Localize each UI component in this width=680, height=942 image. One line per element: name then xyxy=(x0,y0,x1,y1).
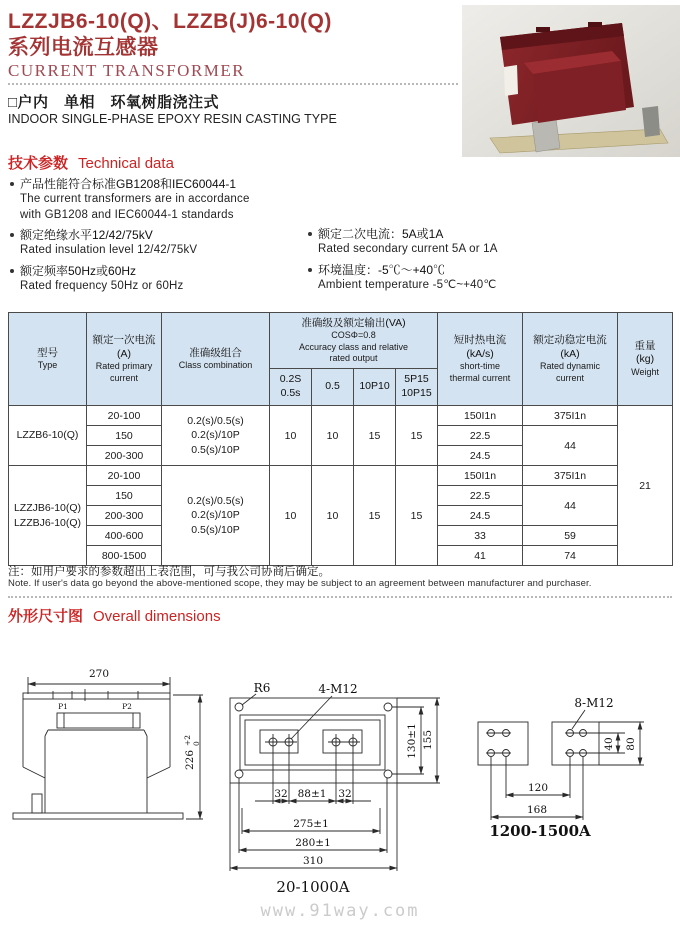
cell-dynamic: 59 xyxy=(523,526,618,546)
item-en: Rated secondary current 5A or 1A xyxy=(318,243,498,256)
list-item xyxy=(306,226,571,258)
front-view-drawing xyxy=(13,668,203,819)
dim-280: 280±1 xyxy=(295,837,331,849)
item-en: The current transformers are in accordance xyxy=(20,193,250,206)
photo-clamp-left xyxy=(532,119,560,152)
cell-thermal: 41 xyxy=(438,546,523,566)
col-header-thermal-current: 短时热电流 (kA/s) short-time thermal current xyxy=(438,313,523,406)
col-header-class-combination: 准确级组合 Class combination xyxy=(162,313,270,406)
bullet-icon xyxy=(10,182,14,186)
col-header-type: 型号 Type xyxy=(9,313,87,406)
item-zh: 额定频率50Hz或60Hz xyxy=(20,263,137,278)
cell-accuracy: 15 xyxy=(354,466,396,566)
cell-primary: 150 xyxy=(87,426,162,446)
bullet-icon xyxy=(308,232,312,236)
note-zh: 注：如用户要求的参数超出上表范围，可与我公司协商后确定。 xyxy=(8,566,330,578)
heading-en: Technical data xyxy=(78,155,174,172)
item-en: Ambient temperature -5℃~+40℃ xyxy=(318,278,497,291)
subcol-05: 0.5 xyxy=(312,369,354,406)
dotted-divider xyxy=(8,596,672,598)
front-terminal-p2: P2 xyxy=(122,702,132,711)
cell-thermal: 150I1n xyxy=(438,466,523,486)
page-title-line1: LZZJB6-10(Q)、LZZB(J)6-10(Q) xyxy=(8,10,332,33)
item-zh: 额定绝缘水平12/42/75kV xyxy=(20,228,153,243)
cell-primary: 200-300 xyxy=(87,446,162,466)
item-en: Rated insulation level 12/42/75kV xyxy=(20,244,198,257)
cell-accuracy: 10 xyxy=(270,466,312,566)
bullet-icon xyxy=(10,269,14,273)
cell-accuracy: 15 xyxy=(354,406,396,466)
holes-label-8m12: 8-M12 xyxy=(574,696,614,710)
col-header-primary-current: 额定一次电流 (A) Rated primary current xyxy=(87,313,162,406)
top-inner-height-dim: 130±1 xyxy=(406,723,418,759)
front-height-dim: 226 xyxy=(184,749,196,771)
photo-terminal-detail-1 xyxy=(536,27,550,32)
cell-type: LZZB6-10(Q) xyxy=(9,406,87,466)
cell-accuracy: 15 xyxy=(396,406,438,466)
product-type-line-en: INDOOR SINGLE-PHASE EPOXY RESIN CASTING TYPE xyxy=(8,112,337,126)
bullet-icon xyxy=(308,268,312,272)
cell-thermal: 150I1n xyxy=(438,406,523,426)
bullet-icon xyxy=(10,233,14,237)
cell-accuracy: 10 xyxy=(270,406,312,466)
caption-20-1000a: 20-1000A xyxy=(276,878,350,896)
subtitle-english: CURRENT TRANSFORMER xyxy=(8,61,246,80)
product-photo xyxy=(462,5,680,157)
cell-thermal: 22.5 xyxy=(438,426,523,446)
cell-dynamic: 375I1n xyxy=(523,466,618,486)
dim-168: 168 xyxy=(526,804,548,816)
col-header-weight: 重量 (kg) Weight xyxy=(618,313,673,406)
dotted-divider xyxy=(8,83,458,85)
col-header-accuracy-group: 准确级及额定输出(VA) COSΦ=0.8 Accuracy class and relative rated output xyxy=(270,313,438,369)
photo-clamp-right xyxy=(642,106,660,137)
dim-40: 40 xyxy=(603,737,615,751)
holes-label-4m12: 4-M12 xyxy=(318,682,358,696)
item-zh: 产品性能符合标准GB1208和IEC60044-1 xyxy=(20,177,237,191)
col-header-dynamic-current: 额定动稳定电流 (kA) Rated dynamic current xyxy=(523,313,618,406)
cell-primary: 400-600 xyxy=(87,526,162,546)
cell-class-combination: 0.2(s)/0.5(s) 0.2(s)/10P 0.5(s)/10P xyxy=(162,466,270,566)
corner-radius-label: R6 xyxy=(253,681,271,695)
overall-dimensions-heading xyxy=(8,605,221,626)
top-outer-height-dim: 155 xyxy=(422,729,434,751)
list-item xyxy=(8,227,306,259)
cell-primary: 200-300 xyxy=(87,506,162,526)
item-zh: 额定二次电流：5A或1A xyxy=(318,227,444,241)
list-item xyxy=(306,262,571,294)
technical-data-heading xyxy=(8,152,174,173)
cell-accuracy: 15 xyxy=(396,466,438,566)
cell-thermal: 22.5 xyxy=(438,486,523,506)
cell-primary: 20-100 xyxy=(87,406,162,426)
photo-label-patch xyxy=(504,65,518,96)
subcol-02s: 0.2S 0.5s xyxy=(270,369,312,406)
heading-en: Overall dimensions xyxy=(93,608,221,625)
subcol-5p15: 5P15 10P15 xyxy=(396,369,438,406)
dim-32-left: 32 xyxy=(274,788,288,800)
photo-terminal-detail-2 xyxy=(588,22,602,27)
heading-zh: 外形尺寸图 xyxy=(8,608,84,625)
list-item xyxy=(8,263,306,295)
technical-list-left xyxy=(8,176,306,299)
front-height-tol-upper: +2 xyxy=(183,734,192,746)
note-en: Note. If user's data go beyond the above-mentioned scope, they may be subject to an agreement between manufacturer and purchaser. xyxy=(8,578,592,589)
cell-accuracy: 10 xyxy=(312,406,354,466)
cell-dynamic: 44 xyxy=(523,426,618,466)
watermark: www.91way.com xyxy=(260,901,420,921)
terminal-plates-drawing xyxy=(478,696,644,840)
cell-thermal: 24.5 xyxy=(438,446,523,466)
top-view-drawing xyxy=(230,681,440,896)
product-type-line-zh: □户内 单相 环氧树脂浇注式 xyxy=(8,94,220,111)
dim-275: 275±1 xyxy=(293,818,329,830)
dim-120: 120 xyxy=(527,782,549,794)
front-width-dim: 270 xyxy=(88,668,110,680)
page-title-line2: 系列电流互感器 xyxy=(8,36,159,59)
front-height-tol-lower: 0 xyxy=(192,741,201,746)
cell-primary: 20-100 xyxy=(87,466,162,486)
cell-thermal: 24.5 xyxy=(438,506,523,526)
item-en: with GB1208 and IEC60044-1 standards xyxy=(20,208,234,221)
dim-310: 310 xyxy=(302,855,324,867)
dim-32-right: 32 xyxy=(338,788,352,800)
item-en: Rated frequency 50Hz or 60Hz xyxy=(20,280,184,293)
cell-dynamic: 44 xyxy=(523,486,618,526)
cell-primary: 800-1500 xyxy=(87,546,162,566)
cell-thermal: 33 xyxy=(438,526,523,546)
cell-dynamic: 74 xyxy=(523,546,618,566)
dim-88: 88±1 xyxy=(297,788,327,800)
cell-dynamic: 375I1n xyxy=(523,406,618,426)
item-zh: 环境温度：-5℃～+40℃ xyxy=(318,262,446,277)
heading-zh: 技术参数 xyxy=(8,155,69,172)
dimension-drawings xyxy=(0,650,680,910)
cell-accuracy: 10 xyxy=(312,466,354,566)
technical-list-right xyxy=(306,226,571,297)
cell-weight: 21 xyxy=(618,406,673,566)
front-terminal-p1: P1 xyxy=(58,702,68,711)
table-row xyxy=(9,406,673,426)
cell-primary: 150 xyxy=(87,486,162,506)
dim-80: 80 xyxy=(625,737,637,751)
specification-table xyxy=(8,312,673,566)
caption-1200-1500a: 1200-1500A xyxy=(489,822,591,840)
table-row xyxy=(9,466,673,486)
cell-class-combination: 0.2(s)/0.5(s) 0.2(s)/10P 0.5(s)/10P xyxy=(162,406,270,466)
cell-type: LZZJB6-10(Q) LZZBJ6-10(Q) xyxy=(9,466,87,566)
list-item xyxy=(8,176,306,223)
subcol-10p10: 10P10 xyxy=(354,369,396,406)
